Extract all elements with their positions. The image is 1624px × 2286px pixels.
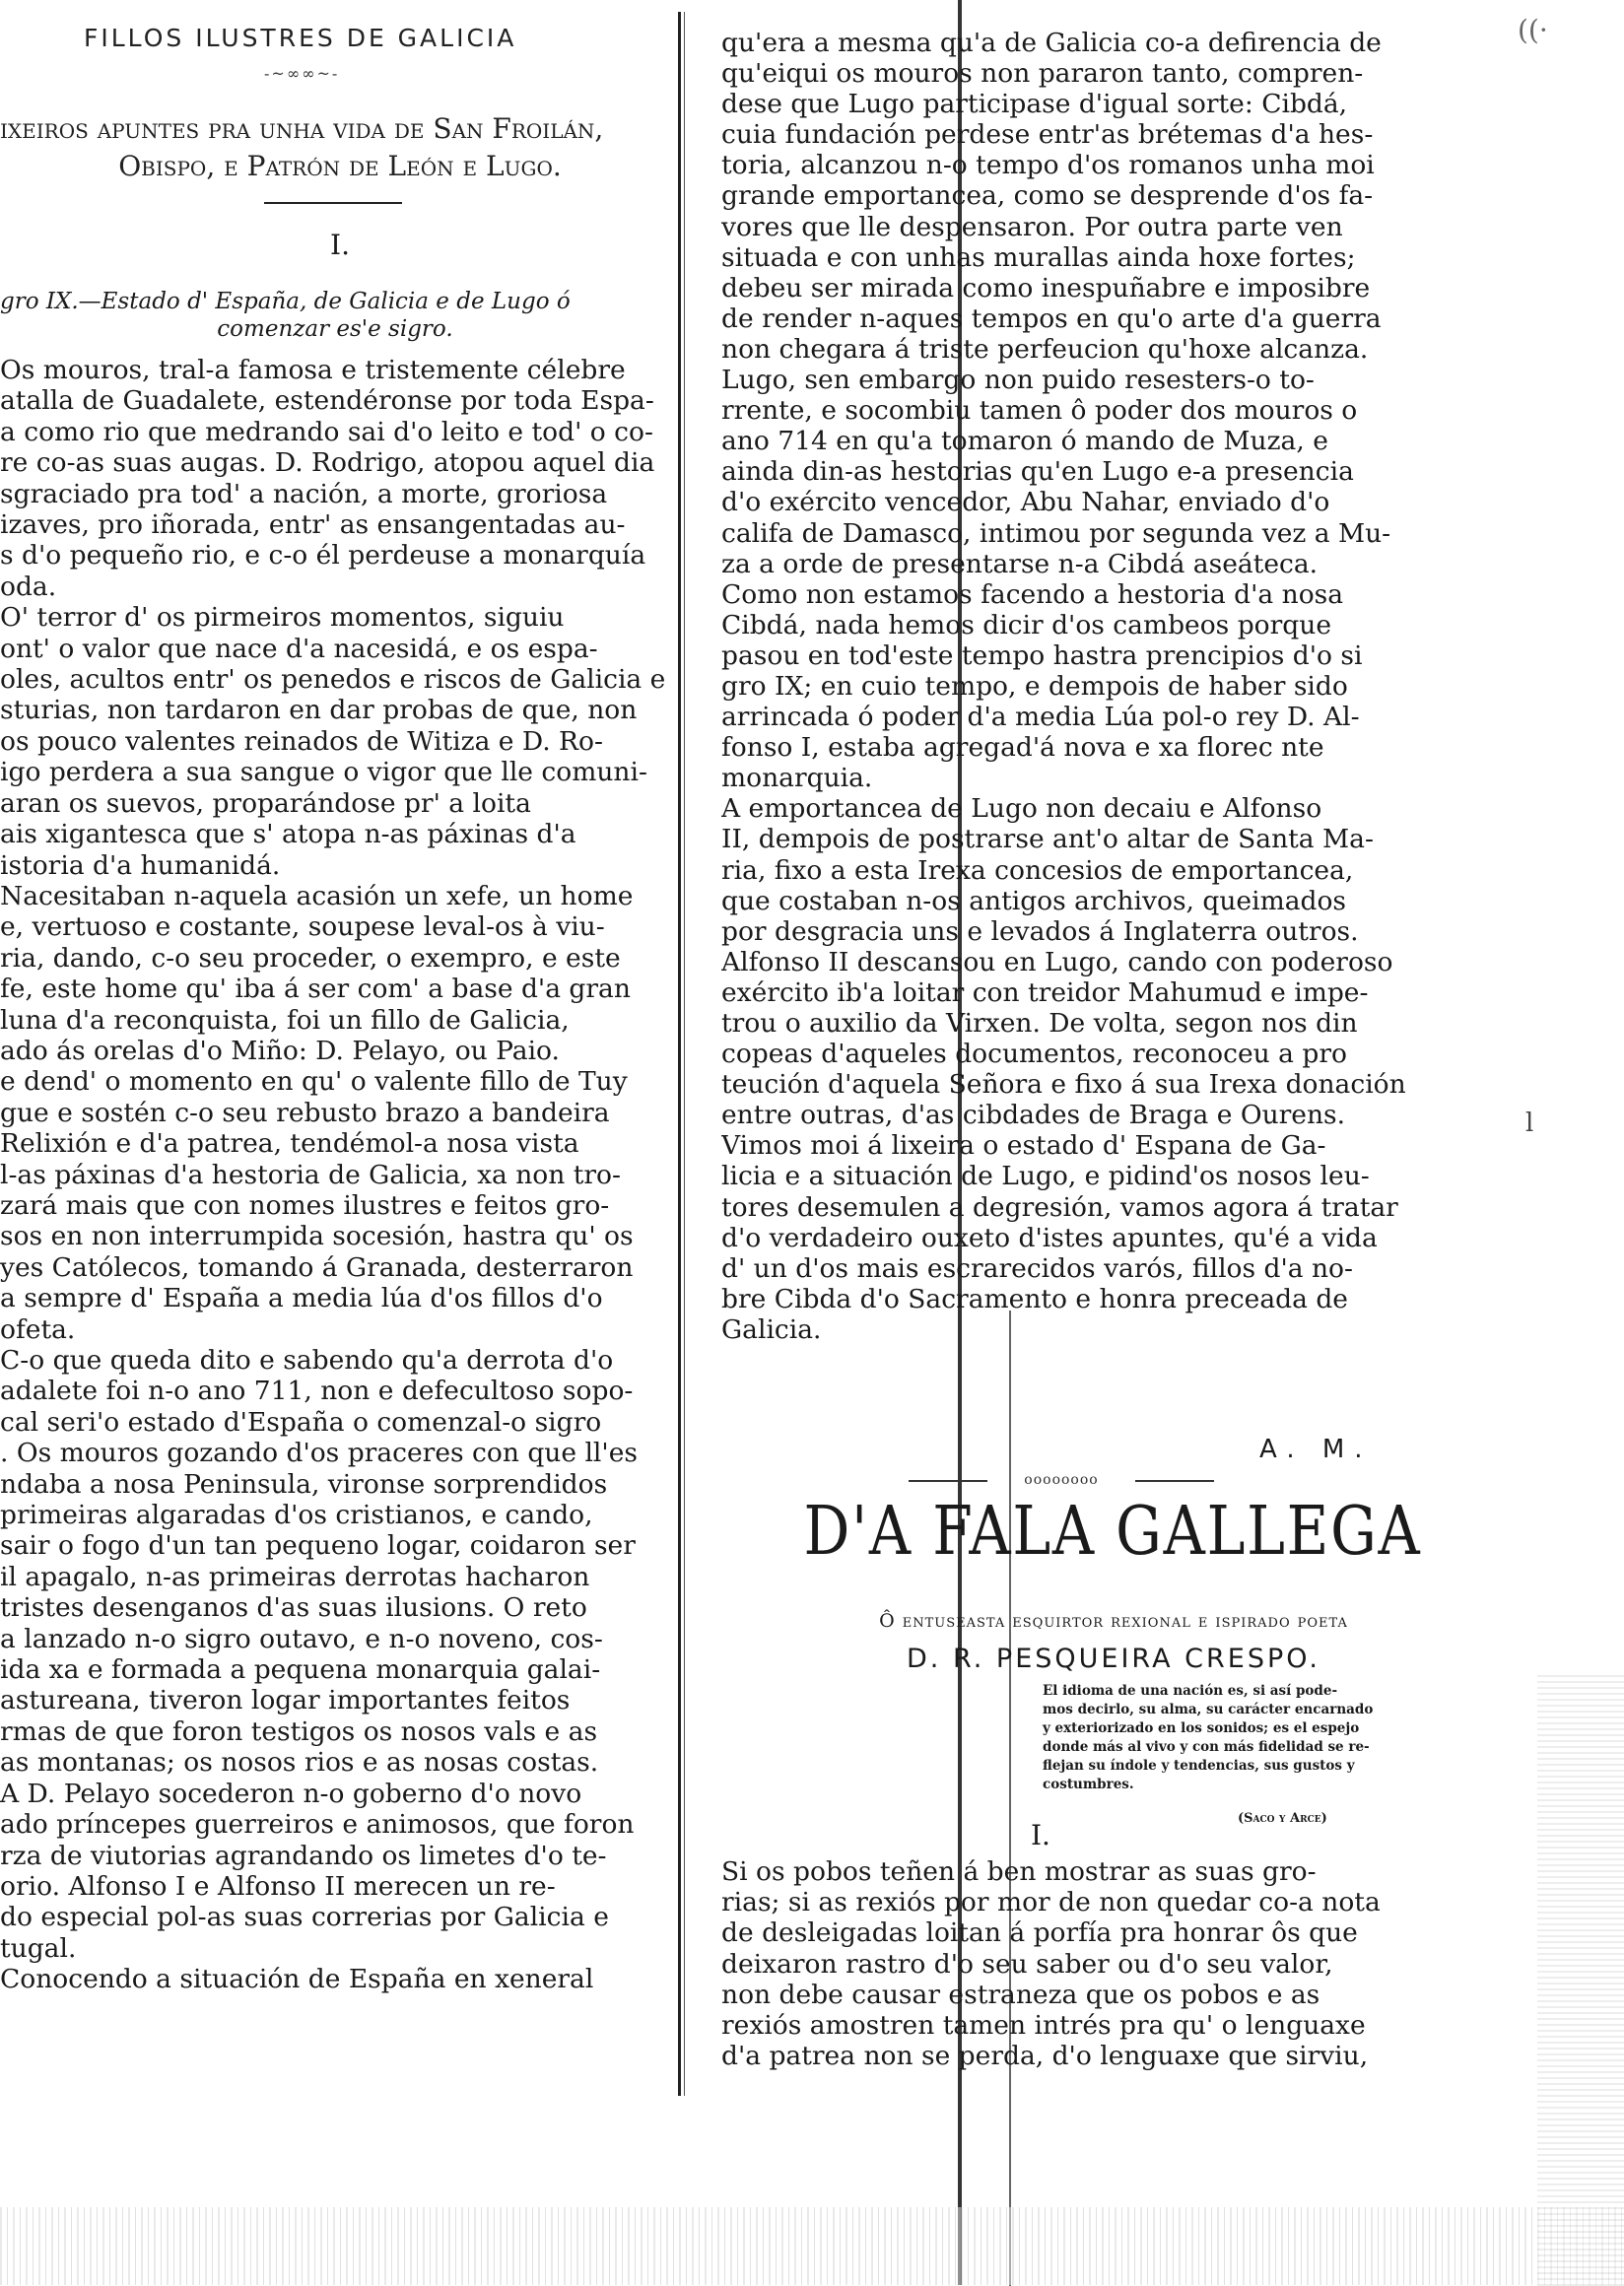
- text-line: ria, dando, c-o seu proceder, o exempro, e este: [0, 942, 621, 974]
- text-line: ais xigantesca que s' atopa n-as páxinas d'a: [0, 819, 576, 850]
- text-line: Como non estamos facendo a hestoria d'a nosa: [721, 578, 1344, 610]
- text-line: istoria d'a humanidá.: [0, 849, 281, 881]
- text-line: trou o auxilio da Virxen. De volta, segon nos din: [721, 1008, 1358, 1039]
- text-line: ado ás orelas d'o Miño: D. Pelayo, ou Paio.: [0, 1035, 560, 1066]
- text-line: non debe causar estraneza que os pobos e as: [721, 1979, 1320, 2010]
- text-line: rza de viutorias agrandando os limetes d'o te-: [0, 1840, 607, 1871]
- text-line: cuia fundación perdese entr'as brétemas d'a hes-: [721, 119, 1374, 151]
- article-subtitle-line: Obispo, e Patrón de León e Lugo.: [118, 150, 562, 182]
- text-line: Os mouros, tral-a famosa e tristemente célebre: [0, 355, 626, 385]
- text-line: zará mais que con nomes ilustres e feitos gro-: [0, 1189, 610, 1221]
- text-line: il apagalo, n-as primeiras derrotas hacharon: [0, 1561, 590, 1592]
- text-line: El idioma de una nación es, si así pode-: [1043, 1683, 1338, 1699]
- text-line: Galicia.: [721, 1313, 822, 1345]
- text-line: rrente, e socombiu tamen ô poder dos mouros o: [721, 395, 1358, 427]
- right-body-text-2: [721, 1856, 1529, 2071]
- scan-noise-bottom: [0, 2207, 1624, 2285]
- dedicatee-name: D. R. PESQUEIRA CRESPO.: [907, 1644, 1320, 1674]
- text-line: C-o que queda dito e sabendo qu'a derrota d'o: [0, 1345, 614, 1376]
- text-line: entre outras, d'as cibdades de Braga e Ourens.: [721, 1100, 1346, 1131]
- text-line: situada e con unhas murallas ainda hoxe fortes;: [721, 241, 1356, 273]
- margin-mark-top: ((·: [1518, 14, 1548, 46]
- text-line: d'a patrea non se perda, d'o lenguaxe que sirviu,: [721, 2041, 1369, 2072]
- scan-noise-right: [1537, 1675, 1624, 2286]
- text-line: sair o fogo d'un tan pequeno logar, coidaron ser: [0, 1530, 636, 1562]
- header-ornament: -~∞∞~-: [264, 64, 340, 83]
- text-line: deixaron rastro d'o seu saber ou d'o seu valor,: [721, 1948, 1333, 1980]
- text-line: asturеana, tiveron logar importantes feitos: [0, 1685, 571, 1716]
- text-line: toria, alcanzou n-o tempo d'os romanos unha moi: [721, 150, 1375, 181]
- text-line: aran os suevos, proparándose pr' a loita: [0, 787, 531, 819]
- text-line: ndaba a nosa Peninsula, vironse sorprendidos: [0, 1468, 608, 1500]
- text-line: donde más al vivo y con más fidelidad se re-: [1043, 1739, 1370, 1755]
- text-line: do especial pol-as suas correrias por Galicia e: [0, 1902, 609, 1933]
- text-line: fe, este home qu' iba á ser com' a base d'a gran: [0, 974, 631, 1005]
- text-line: atalla de Guadalete, estendéronse por toda Espa-: [0, 385, 654, 417]
- text-line: Lugo, sen embargo non puido resesters-o to-: [721, 365, 1315, 396]
- section-number: I.: [330, 229, 350, 261]
- text-line: a como rio que medrando sai d'o leito e tod' o co-: [0, 416, 653, 447]
- divider: [264, 202, 402, 204]
- text-line: por desgracia uns e levados á Inglaterra outros.: [721, 915, 1359, 947]
- text-line: d'o exército vencedor, Abu Nahar, enviado d'o: [721, 487, 1330, 518]
- text-line: sgraciado pra tod' a nación, a morte, groriosa: [0, 478, 608, 509]
- text-line: tugal.: [0, 1932, 77, 1964]
- text-line: ado príncepes guerreiros e animosos, que foron: [0, 1809, 635, 1841]
- text-line: igo perdera a sua sangue o vigor que lle comuni-: [0, 757, 647, 788]
- text-line: dese que Lugo participase d'igual sorte: Cibdá,: [721, 89, 1348, 120]
- text-line: yes Católecos, tomando á Granada, desterraron: [0, 1251, 634, 1283]
- text-line: non chegara á triste perfeucion qu'hoxe alcanza.: [721, 333, 1369, 365]
- text-line: s d'o pequeño rio, e c-o él perdeuse a monarquía: [0, 540, 646, 572]
- text-line: fonso I, estaba agregad'á nova e xa florec nte: [721, 732, 1324, 764]
- text-line: primeiras algaradas d'os cristianos, e cando,: [0, 1500, 593, 1531]
- text-line: e dend' o momento en qu' o valente fillo de Tuy: [0, 1066, 628, 1098]
- left-body-text: [0, 355, 680, 1995]
- text-line: monarquia.: [721, 763, 873, 794]
- text-line: adalete foi n-o ano 711, non e defecultoso sopo-: [0, 1376, 634, 1407]
- text-line: as montanas; os nosos rios e as nosas costas.: [0, 1747, 599, 1779]
- text-line: copeas d'aqueles documentos, reconoceu a pro: [721, 1039, 1347, 1070]
- text-line: rias; si as rexiós por mor de non quedar co-a nota: [721, 1887, 1381, 1918]
- text-line: orio. Alfonso I e Alfonso II merecen un re-: [0, 1870, 556, 1902]
- text-line: ria, fixo a esta Irexa concesios de emportancea,: [721, 854, 1354, 886]
- text-line: Relixión e d'a patrea, tendémol-a nosa vista: [0, 1128, 579, 1160]
- text-line: ofeta.: [0, 1313, 76, 1345]
- text-line: O' terror d' os pirmeiros momentos, siguiu: [0, 602, 565, 634]
- dedication-line: Ô entuseasta esquirtor rexional e ispirado poeta: [879, 1610, 1348, 1632]
- text-line: ano 714 en qu'a tomaron ó mando de Muza, e: [721, 426, 1328, 457]
- text-line: oda.: [0, 571, 57, 602]
- right-body-text: [721, 28, 1529, 1345]
- text-line: A D. Pelayo socederon n-o goberno d'o novo: [0, 1778, 582, 1809]
- text-line: Si os pobos teñen á ben mostrar as suas gro-: [721, 1856, 1317, 1887]
- text-line: qu'era a mesma qu'a de Galicia co-a defirencia de: [721, 28, 1382, 58]
- text-line: vores que lle despensaron. Por outra parte ven: [721, 211, 1343, 242]
- title-ornament: oooooooo: [909, 1472, 1214, 1488]
- text-line: a lanzado n-o sigro outavo, e n-o noveno, cos-: [0, 1623, 603, 1654]
- text-line: que costaban n-os antigos archivos, queimados: [721, 885, 1347, 916]
- text-line: d' un d'os mais escrarecidos varós, fillos d'a no-: [721, 1252, 1353, 1284]
- text-line: licia e a situación de Lugo, e pidind'os nosos leu-: [721, 1161, 1370, 1192]
- text-line: flejan su índole y tendencias, sus gustos y: [1043, 1758, 1355, 1774]
- text-line: luna d'a reconquista, foi un fillo de Galicia,: [0, 1004, 570, 1036]
- section-caption-line: comenzar es'e sigro.: [217, 316, 453, 342]
- text-line: tores desemulen a degresión, vamos agora á tratar: [721, 1191, 1398, 1223]
- epigraph: [1043, 1682, 1478, 1794]
- text-line: za a orde de presentarse n-a Cibdá aseáteca.: [721, 548, 1319, 579]
- text-line: izaves, pro iñorada, entr' as ensangentadas au-: [0, 509, 626, 541]
- text-line: rmas de que foron testigos os nosos vals e as: [0, 1715, 598, 1747]
- margin-mark-mid: l: [1525, 1109, 1534, 1138]
- text-line: Conocendo a situación de España en xeneral: [0, 1964, 594, 1995]
- text-line: sos en non interrumpida socesión, hastra qu' os: [0, 1221, 634, 1252]
- text-line: II, dempois de postrarse ant'o altar de Santa Ma-: [721, 824, 1374, 855]
- epigraph-author: (Saco y Arce): [1238, 1811, 1327, 1826]
- left-column: [0, 10, 680, 2089]
- article-title: D'A FALA GALLEGA: [803, 1493, 1422, 1571]
- text-line: pasou en tod'este tempo hastra prencipios d'o si: [721, 639, 1363, 671]
- text-line: tristes desenganos d'as suas ilusions. O reto: [0, 1592, 587, 1624]
- text-line: grande emportancea, como se desprende d'os fa-: [721, 180, 1374, 212]
- text-line: teución d'aquela Señora e fixo á sua Irexa donación: [721, 1069, 1406, 1101]
- text-line: bre Cibda d'o Sacramento e honra preceada de: [721, 1283, 1348, 1314]
- text-line: de desleigadas loitan á porfía pra honrar ôs que: [721, 1917, 1358, 1949]
- text-line: . Os mouros gozando d'os praceres con que ll'es: [0, 1438, 638, 1469]
- text-line: A emportancea de Lugo non decaiu e Alfonso: [721, 793, 1322, 825]
- text-line: qu'eiqui os mouros non pararon tanto, compren-: [721, 58, 1364, 90]
- text-line: de render n-aques tempos en qu'o arte d'a guerra: [721, 303, 1382, 334]
- section-number-right: I.: [1031, 1819, 1050, 1851]
- text-line: califa de Damasco, intimou por segunda vez a Mu-: [721, 517, 1391, 549]
- text-line: oles, acultos entr' os penedos e riscos de Galicia e: [0, 664, 666, 696]
- text-line: rexiós amostren tamen intrés pra qu' o lenguaxe: [721, 2010, 1366, 2042]
- text-line: os pouco valentes reinados de Witiza e D. Ro-: [0, 725, 603, 757]
- text-line: ont' o valor que nace d'a nacesidá, e os espa-: [0, 633, 598, 664]
- section-header: FILLOS ILUSTRES DE GALICIA: [84, 24, 517, 52]
- text-line: sturias, non tardaron en dar probas de que, non: [0, 695, 638, 726]
- text-line: ida xa e formada a pequena monarquia galai-: [0, 1654, 601, 1686]
- right-column: [690, 10, 1537, 2089]
- text-line: Nacesitaban n-aquela acasión un xefe, un home: [0, 880, 634, 911]
- text-line: costumbres.: [1043, 1777, 1134, 1792]
- text-line: arrincada ó poder d'a media Lúa pol-o rey D. Al-: [721, 702, 1360, 733]
- article-subtitle-line: ixeiros apuntes pra unha vida de San Froilán,: [0, 112, 604, 145]
- text-line: Cibdá, nada hemos dicir d'os cambeos porque: [721, 609, 1331, 640]
- text-line: Vimos moi á lixeira o estado d' Espana de Ga-: [721, 1130, 1326, 1162]
- text-line: d'o verdadeiro ouxeto d'istes apuntes, qu'é a vida: [721, 1222, 1378, 1253]
- section-caption-line: gro IX.—Estado d' España, de Galicia e de Lugo ó: [0, 289, 571, 314]
- text-line: re co-as suas augas. D. Rodrigo, atopou aquel dia: [0, 447, 655, 479]
- text-line: debeu ser mirada como inespuñabre e imposibre: [721, 272, 1371, 303]
- text-line: cal seri'o estado d'España o comenzal-o sigro: [0, 1406, 602, 1438]
- text-line: gue e sostén c-o seu rebusto brazo a bandeira: [0, 1097, 610, 1128]
- text-line: mos decirlo, su alma, su carácter encarnado: [1043, 1702, 1374, 1717]
- author-signature: A. M.: [1259, 1435, 1373, 1464]
- text-line: a sempre d' España a media lúa d'os fillos d'o: [0, 1283, 603, 1314]
- text-line: gro IX; en cuio tempo, e dempois de haber sido: [721, 670, 1348, 702]
- text-line: l-as páxinas d'a hestoria de Galicia, xa non tro-: [0, 1159, 621, 1190]
- text-line: e, vertuoso e costante, soupese leval-os à viu-: [0, 911, 605, 943]
- text-line: y exteriorizado en los sonidos; es el espejo: [1043, 1720, 1360, 1736]
- column-rule-thin: [684, 12, 685, 2096]
- text-line: exército ib'a loitar con treidor Mahumud e impe-: [721, 976, 1369, 1008]
- text-line: Alfonso II descansou en Lugo, cando con poderoso: [721, 946, 1393, 977]
- text-line: ainda din-as hestorias qu'en Lugo e-a presencia: [721, 456, 1354, 488]
